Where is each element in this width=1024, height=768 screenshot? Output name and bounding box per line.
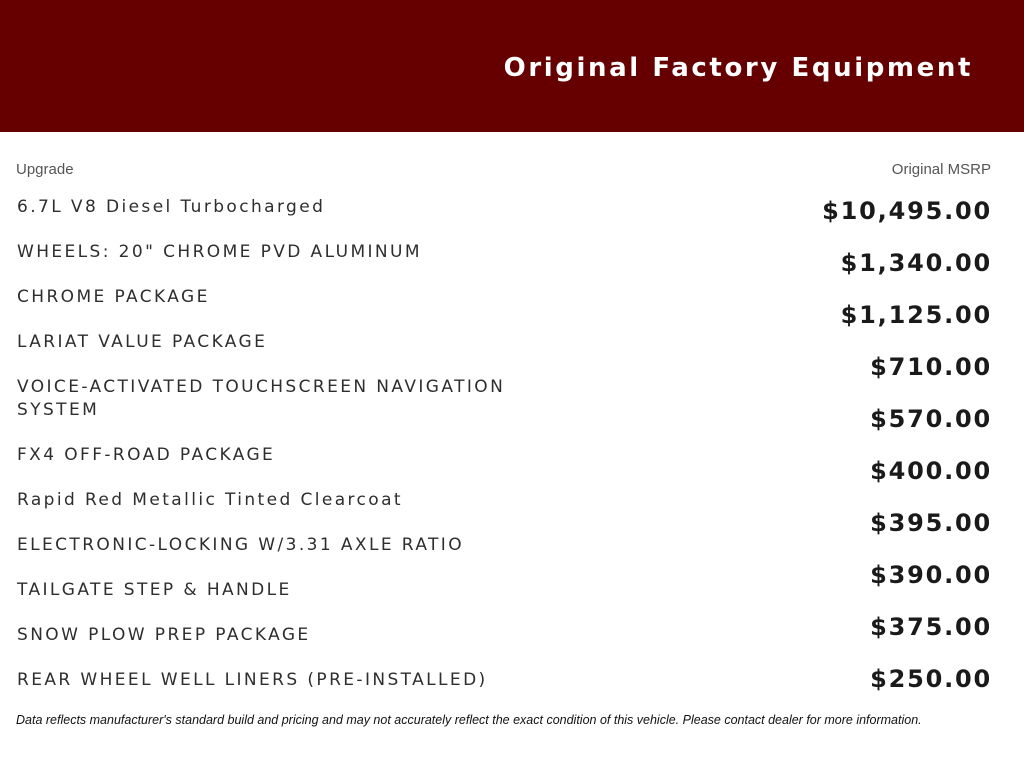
upgrade-item-name: LARIAT VALUE PACKAGE bbox=[17, 332, 268, 352]
upgrade-item-price: $1,125.00 bbox=[840, 301, 992, 329]
upgrade-item-name: CHROME PACKAGE bbox=[17, 287, 210, 307]
upgrade-item-name: TAILGATE STEP & HANDLE bbox=[17, 580, 292, 600]
upgrade-item-price: $570.00 bbox=[870, 405, 992, 433]
msrp-column-header: Original MSRP bbox=[891, 161, 991, 178]
upgrade-item-price: $375.00 bbox=[870, 613, 992, 641]
upgrade-list bbox=[17, 196, 537, 714]
page-title: Original Factory Equipment bbox=[503, 53, 973, 83]
upgrade-item-name: SNOW PLOW PREP PACKAGE bbox=[17, 625, 311, 645]
upgrade-item-price: $400.00 bbox=[870, 457, 992, 485]
msrp-list bbox=[732, 194, 992, 714]
upgrade-item-price: $390.00 bbox=[870, 561, 992, 589]
header-banner bbox=[0, 0, 1024, 132]
disclaimer-text: Data reflects manufacturer's standard build and pricing and may not accurately reflect the exact condition of this vehicle. Please contact dealer for more information. bbox=[16, 713, 922, 727]
upgrade-item-name: WHEELS: 20" CHROME PVD ALUMINUM bbox=[17, 242, 422, 262]
upgrade-item-price: $395.00 bbox=[870, 509, 992, 537]
upgrade-item-name: REAR WHEEL WELL LINERS (PRE-INSTALLED) bbox=[17, 670, 488, 690]
upgrade-item-price: $10,495.00 bbox=[822, 197, 992, 225]
upgrade-item-price: $710.00 bbox=[870, 353, 992, 381]
upgrade-item-name: ELECTRONIC-LOCKING W/3.31 AXLE RATIO bbox=[17, 535, 465, 555]
upgrade-item-name: VOICE-ACTIVATED TOUCHSCREEN NAVIGATION SYSTEM bbox=[17, 377, 506, 420]
upgrade-item-name: 6.7L V8 Diesel Turbocharged bbox=[17, 197, 326, 217]
upgrade-item-price: $250.00 bbox=[870, 665, 992, 693]
upgrade-item-name: FX4 OFF-ROAD PACKAGE bbox=[17, 445, 276, 465]
upgrade-item-name: Rapid Red Metallic Tinted Clearcoat bbox=[17, 490, 403, 510]
upgrade-column-header: Upgrade bbox=[16, 161, 74, 178]
upgrade-item-price: $1,340.00 bbox=[840, 249, 992, 277]
